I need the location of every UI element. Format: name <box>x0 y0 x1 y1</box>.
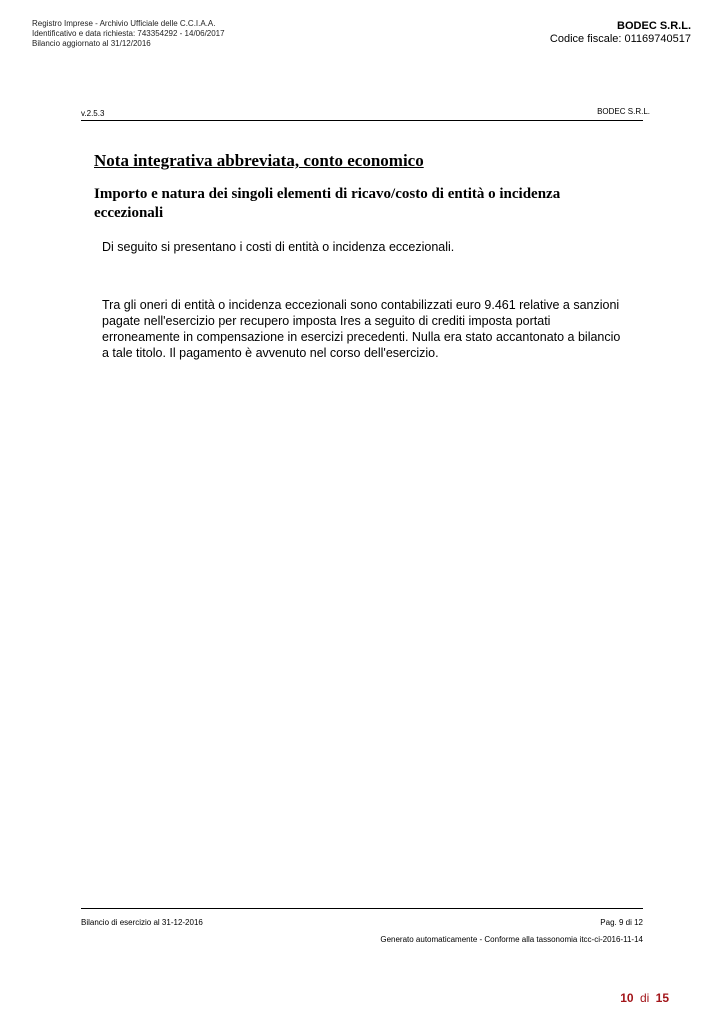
company-header <box>550 20 691 46</box>
section-title: Nota integrativa abbreviata, conto economico <box>94 151 424 170</box>
subsection-title: Importo e natura dei singoli elementi di ricavo/costo di entità o incidenza eccezionali <box>94 186 561 221</box>
intro-paragraph: Di seguito si presentano i costi di entità o incidenza eccezionali. <box>102 240 455 254</box>
registry-info <box>32 19 225 49</box>
footer-page-number: Pag. 9 di 12 <box>600 918 643 927</box>
registry-line-balance-date: Bilancio aggiornato al 31/12/2016 <box>32 39 151 48</box>
page-counter-current: 10 <box>620 991 634 1005</box>
footer-generated-note: Generato automaticamente - Conforme alla tassonomia itcc-ci-2016-11-14 <box>380 935 643 944</box>
document-header-company: BODEC S.R.L. <box>597 107 650 116</box>
footer-balance-label: Bilancio di esercizio al 31-12-2016 <box>81 918 203 927</box>
version-label: v.2.5.3 <box>81 109 105 118</box>
company-name: BODEC S.R.L. <box>617 20 691 32</box>
page-footer <box>81 908 643 949</box>
fiscal-code: Codice fiscale: 01169740517 <box>549 33 691 45</box>
registry-line-archive: Registro Imprese - Archivio Ufficiale delle C.C.I.A.A. <box>32 19 216 28</box>
document-header <box>81 104 650 121</box>
registry-line-request-id: Identificativo e data richiesta: 743354292 - 14/06/2017 <box>32 29 225 38</box>
page-counter-separator: di <box>639 991 650 1005</box>
detail-paragraph: Tra gli oneri di entità o incidenza eccezionali sono contabilizzati euro 9.461 relative a sanzioni pagate nell'esercizio per recupero imposta Ires a seguito di crediti imposta portati erroneamente in compensazione in esercizi precedenti. Nulla era stato accantonato a bilancio a tale titolo. Il pagamento è avvenuto nel corso dell'esercizio. <box>102 298 621 360</box>
page-counter <box>620 991 669 1005</box>
page-counter-total: 15 <box>655 991 669 1005</box>
